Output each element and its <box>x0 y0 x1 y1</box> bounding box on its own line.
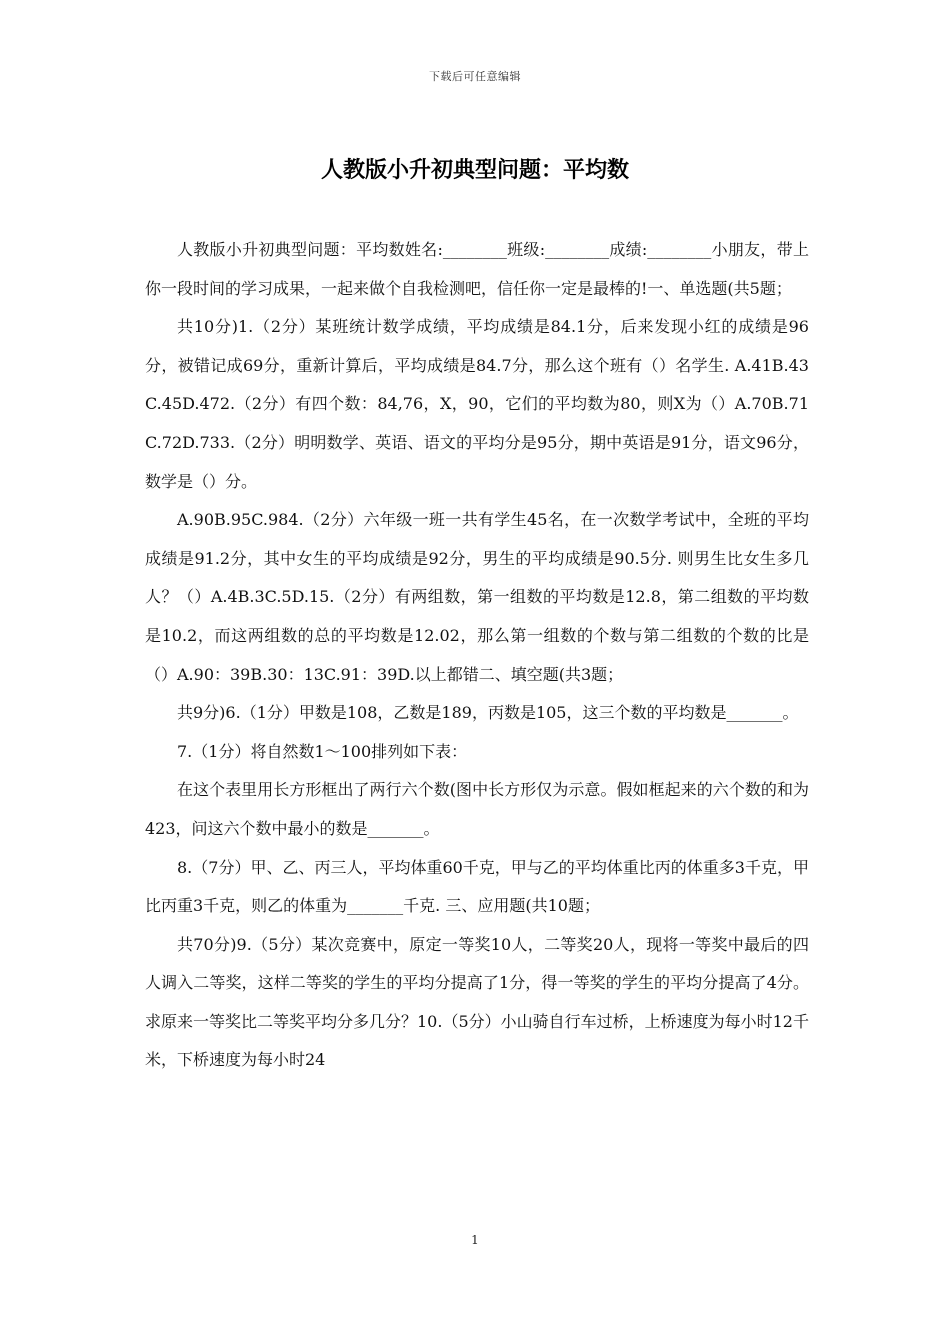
paragraph-single-choice-2: A.90B.95C.984.（2分）六年级一班一共有学生45名，在一次数学考试中，全班的平均成绩是91.2分，其中女生的平均成绩是92分，男生的平均成绩是90.5分. 则男生比女生多几人？（）A.4B.3C.5D.15.（2分）有两组数，第一组数的平均数是12.8，第二组数的平均数是10.2，而这两组数的总的平均数是12.02，那么第一组数的个数与第二组数的个数的比是（）A.90：39B.30：13C.91：39D.以上都错二、填空题(共3题； <box>145 510 809 684</box>
paragraph-application: 共70分)9.（5分）某次竞赛中，原定一等奖10人，二等奖20人，现将一等奖中最后的四人调入二等奖，这样二等奖的学生的平均分提高了1分，得一等奖的学生的平均分提高了4分。求原来一等奖比二等奖平均分多几分？10.（5分）小山骑自行车过桥，上桥速度为每小时12千米，下桥速度为每小时24 <box>145 934 809 1070</box>
paragraph-fill-blank-7: 7.（1分）将自然数1～100排列如下表： <box>177 741 468 761</box>
paragraph-single-choice-1: 共10分)1.（2分）某班统计数学成绩，平均成绩是84.1分，后来发现小红的成绩是96分，被错记成69分，重新计算后，平均成绩是84.7分，那么这个班有（）名学生. A.41B.43C.45D.472.（2分）有四个数：84,76，X，90，它们的平均数为80，则X为（）A.70B.71C.72D.733.（2分）明明数学、英语、语文的平均分是95分，期中英语是91分，语文96分，数学是（）分。 <box>145 317 809 491</box>
paragraph-fill-blank-8: 8.（7分）甲、乙、丙三人，平均体重60千克，甲与乙的平均体重比丙的体重多3千克，甲比丙重3千克，则乙的体重为_______千克. 三、应用题(共10题； <box>145 857 809 916</box>
page-number: 1 <box>471 1233 479 1247</box>
document-body <box>145 231 809 1080</box>
header-note: 下载后可任意编辑 <box>429 70 521 83</box>
paragraph-fill-blank-6: 共9分)6.（1分）甲数是108，乙数是189，丙数是105，这三个数的平均数是_______。 <box>177 703 799 723</box>
paragraph-fill-blank-7-cont: 在这个表里用长方形框出了两行六个数(图中长方形仅为示意。假如框起来的六个数的和为423，问这六个数中最小的数是_______。 <box>145 780 809 838</box>
document-title: 人教版小升初典型问题：平均数 <box>320 158 629 183</box>
paragraph-intro: 人教版小升初典型问题：平均数姓名:________班级:________成绩:________小朋友，带上你一段时间的学习成果，一起来做个自我检测吧，信任你一定是最棒的!一、单选题(共5题； <box>145 240 809 298</box>
